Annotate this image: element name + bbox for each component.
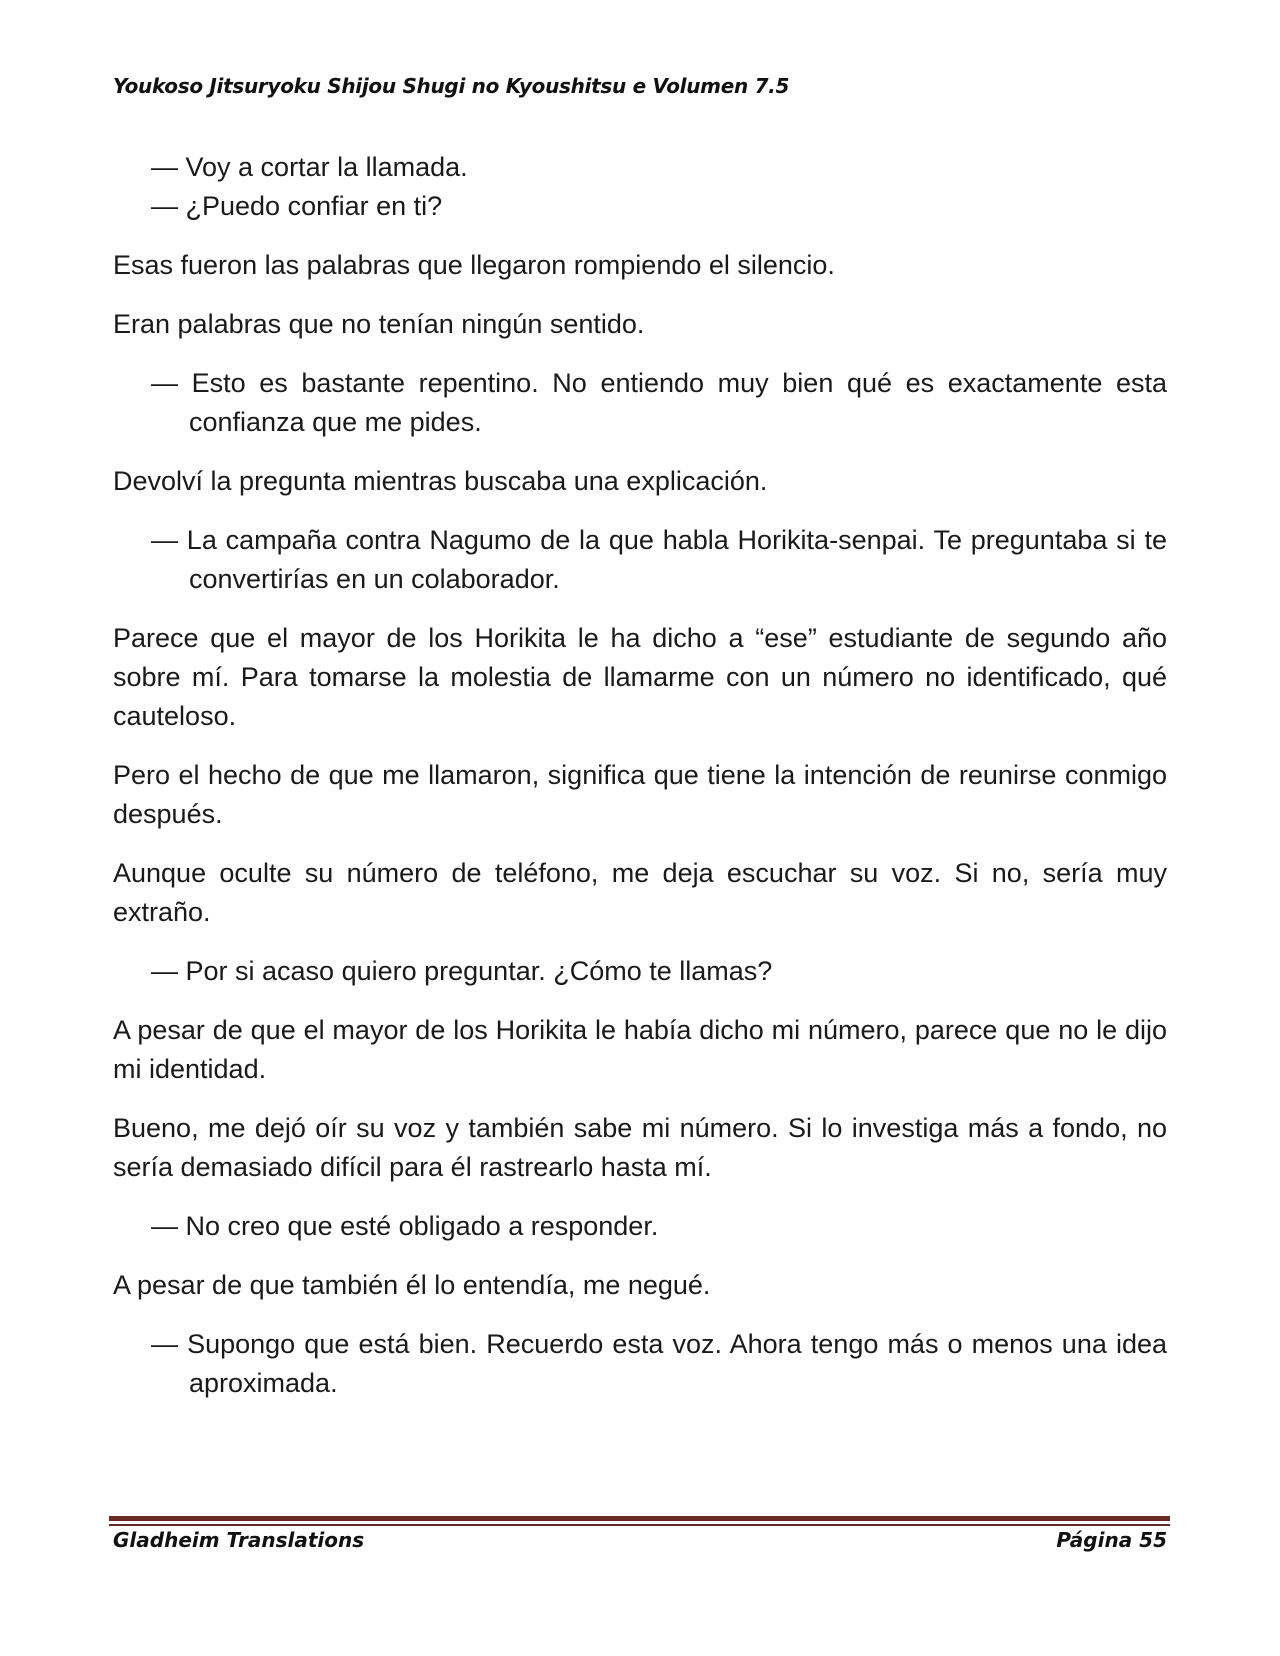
header-title: Youkoso Jitsuryoku Shijou Shugi no Kyoushitsu e Volumen 7.5 <box>113 74 790 98</box>
paragraph: Devolví la pregunta mientras buscaba una explicación. <box>113 466 768 496</box>
dialogue-line: — La campaña contra Nagumo de la que habla Horikita-senpai. Te preguntaba si te convertirías en un colaborador. <box>151 525 1167 594</box>
paragraph: Esas fueron las palabras que llegaron rompiendo el silencio. <box>113 250 835 280</box>
paragraph: Eran palabras que no tenían ningún sentido. <box>113 309 645 339</box>
footer-rule-thin <box>109 1524 1170 1526</box>
dialogue-line: — ¿Puedo confiar en ti? <box>151 191 443 221</box>
paragraph: Bueno, me dejó oír su voz y también sabe mi número. Si lo investiga más a fondo, no sería demasiado difícil para él rastrearlo hasta mí. <box>113 1113 1167 1182</box>
paragraph: Parece que el mayor de los Horikita le ha dicho a “ese” estudiante de segundo año sobre mí. Para tomarse la molestia de llamarme con un número no identificado, qué cauteloso. <box>113 623 1167 731</box>
paragraph: Pero el hecho de que me llamaron, significa que tiene la intención de reunirse conmigo después. <box>113 760 1167 829</box>
dialogue-line: — Esto es bastante repentino. No entiendo muy bien qué es exactamente esta confianza que me pides. <box>151 368 1167 437</box>
body-text <box>113 148 1167 1423</box>
paragraph: A pesar de que también él lo entendía, me negué. <box>113 1270 711 1300</box>
paragraph: Aunque oculte su número de teléfono, me deja escuchar su voz. Si no, sería muy extraño. <box>113 858 1167 927</box>
footer-rule <box>109 1516 1170 1521</box>
footer-translator: Gladheim Translations <box>113 1528 365 1552</box>
footer-page-number: Página 55 <box>1056 1528 1167 1552</box>
dialogue-line: — No creo que esté obligado a responder. <box>151 1211 659 1241</box>
paragraph: A pesar de que el mayor de los Horikita le había dicho mi número, parece que no le dijo mi identidad. <box>113 1015 1167 1084</box>
dialogue-line: — Voy a cortar la llamada. <box>151 152 468 182</box>
dialogue-line: — Supongo que está bien. Recuerdo esta voz. Ahora tengo más o menos una idea aproximada. <box>151 1329 1167 1398</box>
dialogue-line: — Por si acaso quiero preguntar. ¿Cómo te llamas? <box>151 956 773 986</box>
